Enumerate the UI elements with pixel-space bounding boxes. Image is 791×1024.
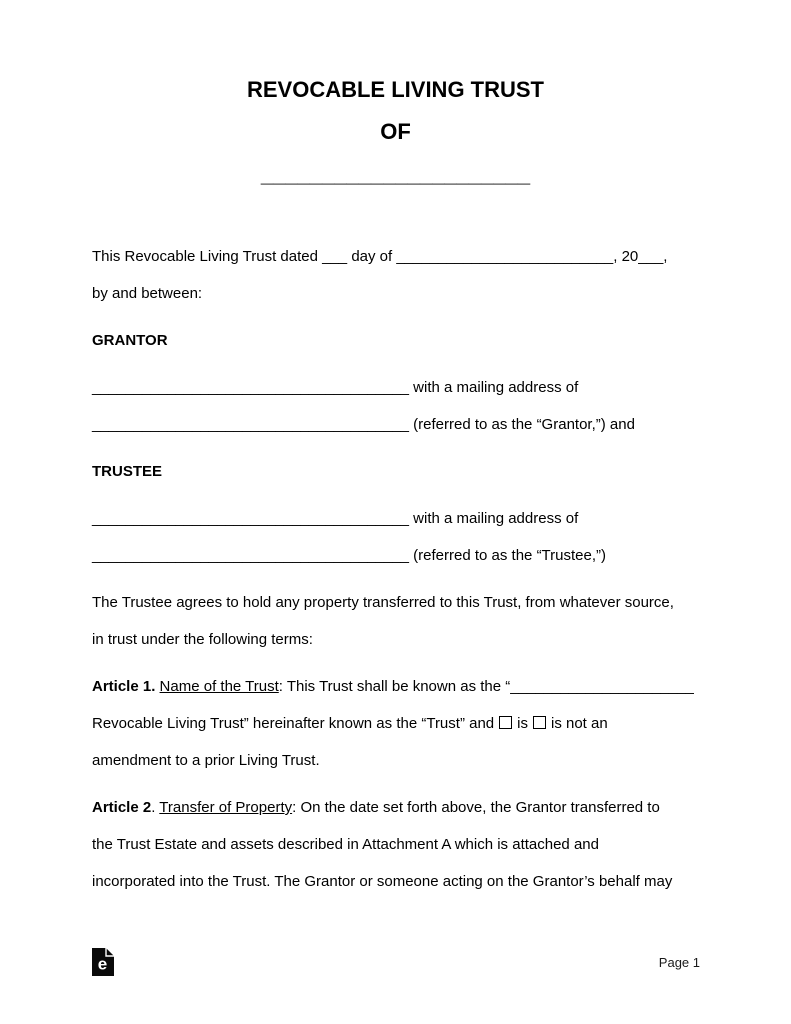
article-1-heading: Name of the Trust (159, 678, 279, 695)
is-not-checkbox-icon[interactable] (533, 716, 546, 729)
document-body (0, 238, 791, 900)
grantor-name-line: ______________________________________ with a mailing address of (92, 379, 579, 396)
article-2-line-2: the Trust Estate and assets described in Attachment A which is attached and (92, 836, 599, 853)
eforms-logo-icon (92, 948, 114, 976)
article-2-label: Article 2 (92, 799, 152, 816)
article-1-line-3: amendment to a prior Living Trust. (92, 752, 320, 769)
trust-name-blank-field: ______________________ (260, 162, 531, 187)
terms-intro-line-2: in trust under the following terms: (92, 631, 313, 648)
is-label: is (517, 715, 528, 732)
article-2-line-3: incorporated into the Trust. The Grantor or someone acting on the Grantor’s behalf may (92, 873, 673, 890)
article-1-text: : This Trust shall be known as the “ (278, 678, 511, 695)
is-not-label: is not an (550, 715, 608, 732)
trustee-section-heading (92, 453, 700, 490)
document-title-of: OF (380, 119, 411, 144)
article-2-text: : On the date set forth above, the Grantor transferred to (292, 799, 660, 816)
grantor-section-heading (92, 322, 700, 359)
trust-name-blank: ______________________ (510, 678, 694, 695)
document-title: REVOCABLE LIVING TRUST (246, 77, 544, 102)
grantor-address-line: ______________________________________ (referred to as the “Grantor,”) and (92, 416, 635, 433)
trust-date-line: This Revocable Living Trust dated ___ day of __________________________, 20___, (92, 248, 668, 265)
by-and-between-line: by and between: (92, 285, 203, 302)
page-number: Page 1 (658, 955, 700, 970)
document-title-block (0, 0, 791, 189)
is-checkbox-icon[interactable] (499, 716, 512, 729)
article-1-paragraph (92, 668, 700, 779)
logo-letter: e (97, 954, 108, 974)
article-2-heading: Transfer of Property (159, 799, 293, 816)
article-1-line-1 (92, 668, 700, 705)
intro-paragraph (92, 238, 700, 312)
article-1-line-2 (92, 705, 700, 742)
trustee-paragraph (92, 500, 700, 574)
terms-intro-line-1: The Trustee agrees to hold any property transferred to this Trust, from whatever source, (92, 594, 674, 611)
trustee-name-line: ______________________________________ with a mailing address of (92, 510, 579, 527)
article-1-text-continued: Revocable Living Trust” hereinafter known as the “Trust” and (92, 715, 495, 732)
article-2-separator: . (151, 799, 160, 816)
article-1-label: Article 1. (92, 678, 156, 695)
article-2-line-1 (92, 789, 700, 826)
article-2-paragraph (92, 789, 700, 900)
trustee-heading: TRUSTEE (92, 463, 163, 480)
grantor-heading: GRANTOR (92, 332, 168, 349)
trustee-address-line: ______________________________________ (referred to as the “Trustee,”) (92, 547, 607, 564)
terms-intro-paragraph (92, 584, 700, 658)
grantor-paragraph (92, 369, 700, 443)
